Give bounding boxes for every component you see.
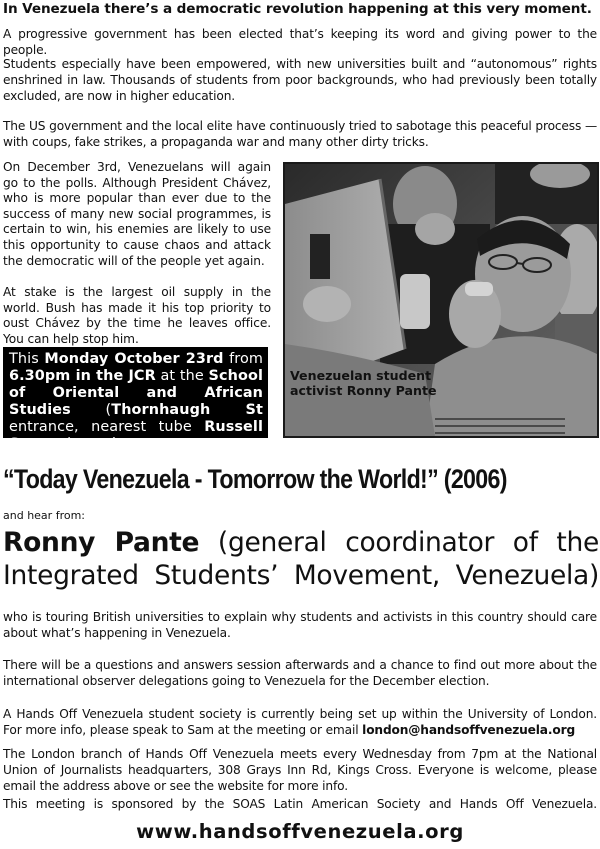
event-entrance: Thornhaugh St xyxy=(111,402,264,418)
event-text: This xyxy=(9,351,45,367)
body-paragraph-qa: There will be a questions and answers session afterwards and a chance to find out more about the international observer delegations going to Venezuela for the December election. xyxy=(3,658,597,688)
speaker-role: (general coordinator of the xyxy=(199,527,599,558)
branch-paragraph: The London branch of Hands Off Venezuela meets every Wednesday from 7pm at the National Union of Journalists headquarters, 308 Grays Inn Rd, Kings Cross. Everyone is welcome, please email the address above or see the website for more info. xyxy=(3,747,597,793)
event-text: ( xyxy=(70,402,112,418)
hear-from-label: and hear from: xyxy=(3,509,85,522)
left-paragraph-oil: At stake is the largest oil supply in the world. Bush has made it his top priority to oust Chávez by the time he leaves office. You can help stop him. xyxy=(3,285,271,346)
film-title: “Today Venezuela - Tomorrow the World!” (2006) xyxy=(3,464,507,494)
society-paragraph xyxy=(3,706,597,738)
caption-line: activist Ronny Pante xyxy=(290,383,437,398)
speaker-line-1 xyxy=(3,526,599,559)
event-time-place: 6.30pm in the JCR xyxy=(9,368,156,384)
event-tube-station: Russell Square xyxy=(9,419,263,452)
activist-photo xyxy=(283,162,599,438)
body-paragraph-touring: who is touring British universities to explain why students and activists in this country should care about what’s happening in Venezuela. xyxy=(3,610,597,640)
speaker-block xyxy=(3,526,599,592)
intro-paragraph-3: The US government and the local elite have continuously tried to sabotage this peaceful process — with coups, fake strikes, a propaganda war and many other dirty tricks. xyxy=(3,119,597,149)
left-paragraph-elections: On December 3rd, Venezuelans will again go to the polls. Although President Chávez, who is more popular than ever due to the success of many new social programmes, is certain to win, his enemies are likely to use this opportunity to cause chaos and attack the democratic will of the people yet again. xyxy=(3,160,271,268)
sponsor-paragraph: This meeting is sponsored by the SOAS Latin American Society and Hands Off Venezuela. xyxy=(3,797,597,811)
photo-caption xyxy=(290,368,437,398)
society-text: A Hands Off Venezuela student society is currently being set up within the University of London. For more info, please speak to Sam at the meeting or email xyxy=(3,707,597,737)
intro-paragraph-2: Students especially have been empowered, with new universities built and “autonomous” rights enshrined in law. Thousands of students from poor backgrounds, who had previously been totally excluded, are now in higher education. xyxy=(3,57,597,103)
website-link[interactable]: www.handsoffvenezuela.org xyxy=(136,820,464,843)
speaker-name: Ronny Pante xyxy=(3,527,200,558)
contact-email-link[interactable]: london@handsoffvenezuela.org xyxy=(362,723,576,737)
left-column xyxy=(3,160,271,364)
event-text: entrance, nearest tube xyxy=(9,419,205,435)
event-text: from xyxy=(223,351,263,367)
event-details-box xyxy=(3,347,268,452)
speaker-line-2: Integrated Students’ Movement, Venezuela) xyxy=(3,560,599,591)
intro-paragraph-1: A progressive government has been elected that’s keeping its word and giving power to the people. xyxy=(3,27,597,57)
caption-line: Venezuelan student xyxy=(290,368,432,383)
event-date: Monday October 23rd xyxy=(44,351,224,367)
event-text: ) watch: xyxy=(67,436,127,452)
headline: In Venezuela there’s a democratic revolution happening at this very moment. xyxy=(3,1,592,17)
event-venue: School of Oriental and African Studies xyxy=(9,368,263,418)
event-text: at the xyxy=(155,368,209,384)
